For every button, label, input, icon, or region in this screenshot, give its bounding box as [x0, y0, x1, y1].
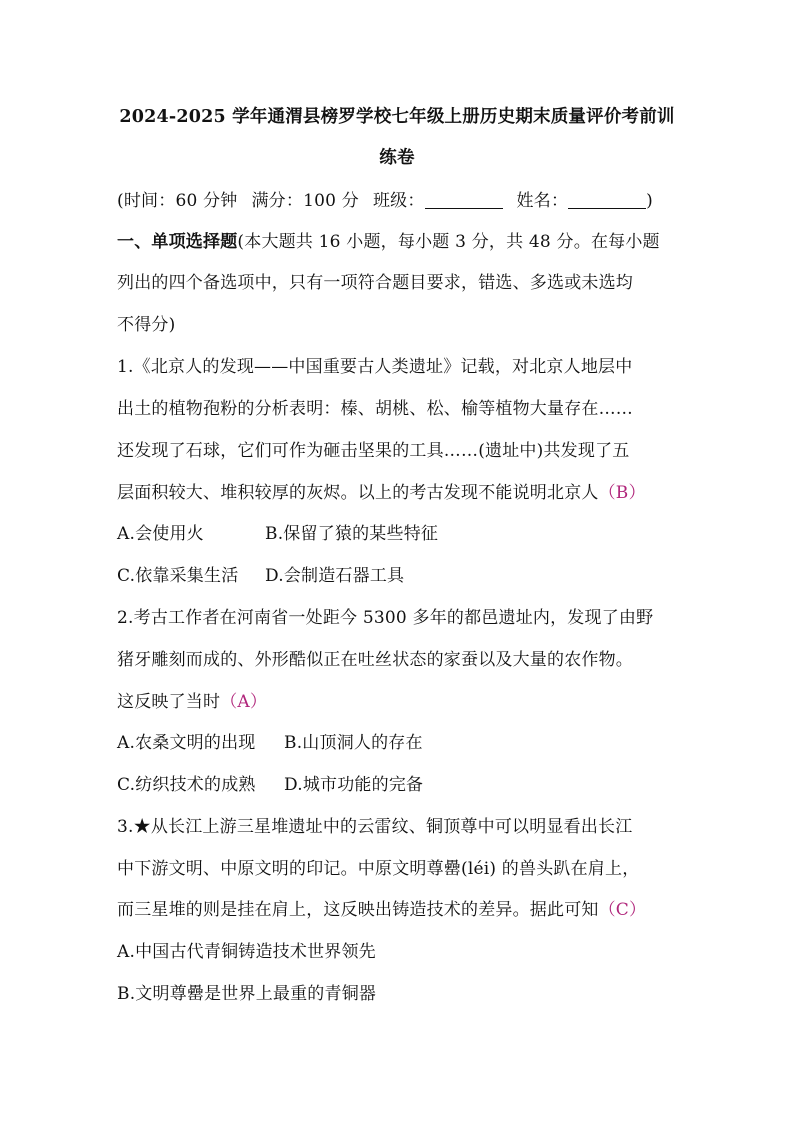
option-b: B.保留了猿的某些特征	[265, 524, 439, 544]
option-a: A.农桑文明的出现	[117, 733, 256, 753]
question-3-text: 3.★从长江上游三星堆遗址中的云雷纹、铜顶尊中可以明显看出长江	[117, 817, 633, 837]
full-score: 满分：100 分	[251, 191, 359, 211]
section-1-intro-line-1	[117, 230, 679, 254]
section-1-heading: 一、单项选择题	[117, 232, 238, 252]
question-2-text: 2.考古工作者在河南省一处距今 5300 多年的都邑遗址内，发现了由野	[117, 608, 654, 628]
class-label: 班级：	[372, 191, 425, 211]
option-d: D.会制造石器工具	[265, 566, 405, 586]
question-1-stem-end: 层面积较大、堆积较厚的灰烬。以上的考古发现不能说明北京人	[117, 483, 599, 503]
option-a: A.会使用火	[117, 524, 204, 544]
question-2-options-row	[117, 731, 679, 755]
exam-title-line-2: 练卷	[379, 148, 415, 168]
exam-title-line-1: 2024-2025 学年通渭县榜罗学校七年级上册历史期末质量评价考前训	[119, 107, 675, 127]
section-1-desc: 不得分)	[117, 315, 176, 335]
option-c: C.纺织技术的成熟	[117, 775, 256, 795]
option-d: D.城市功能的完备	[284, 775, 424, 795]
question-2-answer: （A）	[220, 692, 268, 712]
question-1-options-row	[117, 522, 679, 546]
question-3-stem-end: 而三星堆的则是挂在肩上，这反映出铸造技术的差异。据此可知	[117, 900, 599, 920]
question-3-text	[117, 898, 679, 922]
name-label: 姓名：	[516, 191, 569, 211]
time-limit: 时间：60 分钟	[123, 191, 238, 211]
question-2-options-row	[117, 773, 679, 797]
section-1-desc: 列出的四个备选项中，只有一项符合题目要求，错选、多选或未选均	[117, 273, 633, 293]
option-b: B.山顶洞人的存在	[284, 733, 423, 753]
question-2-stem-end: 这反映了当时	[117, 692, 221, 712]
info-close-paren: )	[646, 191, 653, 211]
question-1-text	[117, 481, 679, 505]
option-b: B.文明尊罍是世界上最重的青铜器	[117, 984, 377, 1004]
question-1-answer: （B）	[598, 483, 646, 503]
option-c: C.依靠采集生活	[117, 566, 239, 586]
question-2-text	[117, 690, 679, 714]
question-3-text: 中下游文明、中原文明的印记。中原文明尊罍(léi) 的兽头趴在肩上，	[117, 859, 640, 879]
question-1-text: 1.《北京人的发现——中国重要古人类遗址》记载，对北京人地层中	[117, 357, 633, 377]
option-a: A.中国古代青铜铸造技术世界领先	[117, 942, 376, 962]
question-1-text: 还发现了石球，它们可作为砸击坚果的工具……(遗址中)共发现了五	[117, 441, 630, 461]
name-blank[interactable]	[568, 191, 646, 209]
question-3-answer: （C）	[598, 900, 647, 920]
info-open-paren: (	[117, 191, 124, 211]
question-1-text: 出土的植物孢粉的分析表明：榛、胡桃、松、榆等植物大量存在……	[117, 399, 633, 419]
exam-info-line	[117, 189, 679, 213]
class-blank[interactable]	[425, 191, 503, 209]
question-2-text: 猪牙雕刻而成的、外形酷似正在吐丝状态的家蚕以及大量的农作物。	[117, 650, 633, 670]
section-1-desc: (本大题共 16 小题，每小题 3 分，共 48 分。在每小题	[237, 232, 660, 252]
question-1-options-row	[117, 564, 679, 588]
